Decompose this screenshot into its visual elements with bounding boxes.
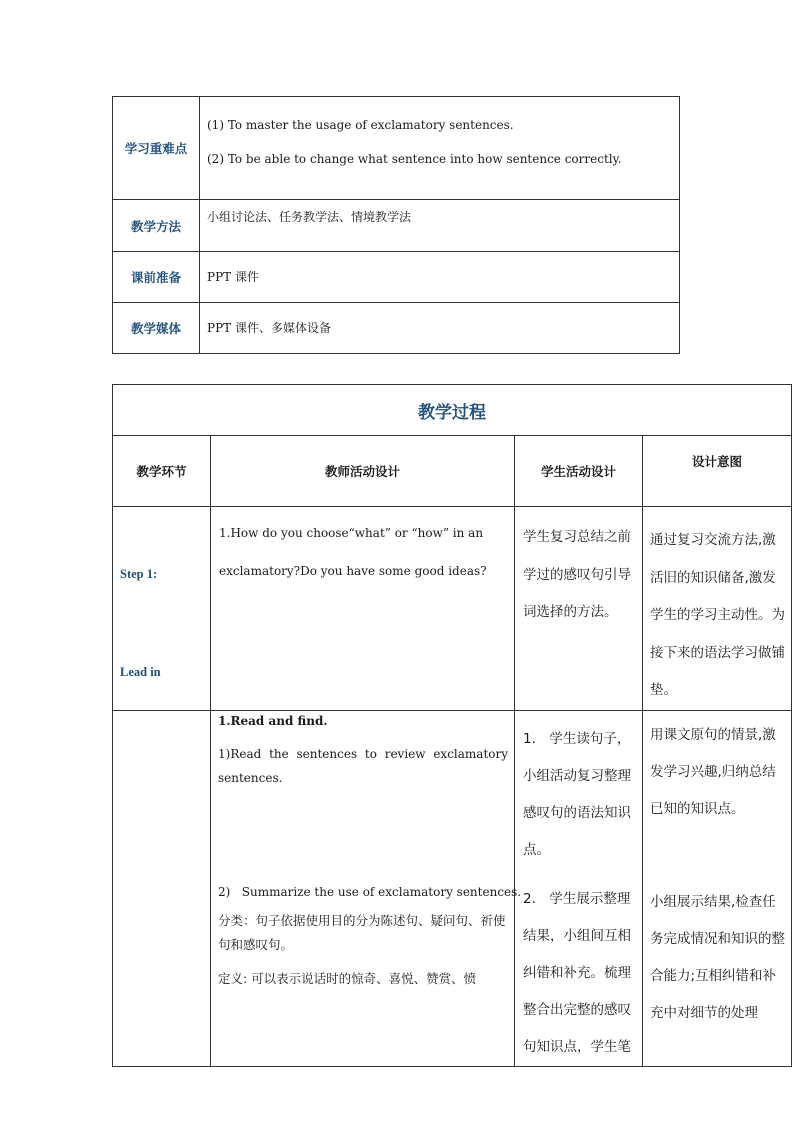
row-label: 学习重难点 [113,97,200,200]
row-label: 教学媒体 [113,303,200,354]
key-point-1: (1) To master the usage of exclamatory sentences. [207,118,514,132]
step2-student-activity [515,710,643,1066]
step1-row [113,507,792,711]
row-value: PPT 课件 [207,270,259,284]
info-row-media [113,303,680,354]
step1-design-intent: 通过复习交流方法,激活旧的知识储备,激发学生的学习主动性。为接下来的语法学习做铺垫。 [643,507,792,711]
step2-teacher-activity [211,710,522,1066]
step1-stage-cell [113,507,211,711]
info-row-method [113,200,680,252]
teacher-item-2: 2) Summarize the use of exclamatory sentences. [218,884,522,899]
info-row-preparation [113,252,680,303]
read-and-find-heading: 1.Read and find. [218,713,328,728]
step1-label: Step 1: [120,567,158,581]
student-activity-1: 1. 学生读句子，小组活动复习整理感叹句的语法知识点。 [523,730,631,858]
process-header-row [113,436,792,507]
row-value: 小组讨论法、任务教学法、情境教学法 [207,210,412,224]
teacher-item-1: 1)Read the sentences to review exclamatory sentences. [218,746,508,785]
step2-row [113,710,792,1066]
student-activity-2: 2. 学生展示整理结果，小组间互相纠错和补充。梳理整合出完整的感叹句知识点，学生笔 [523,890,631,1055]
course-info-table [112,96,680,354]
step2-design-intent [643,710,792,1066]
step2-stage-cell [113,710,211,1066]
teaching-process-table [112,384,792,1067]
process-title-row [113,385,792,436]
classification-text: 分类：句子依据使用目的分为陈述句、疑问句、祈使句和感叹句。 [218,912,506,952]
header-student: 学生活动设计 [515,436,643,507]
design-intent-1: 用课文原句的情景,激发学习兴趣,归纳总结已知的知识点。 [650,726,776,817]
step1-teacher-activity: 1.How do you choose“what” or “how” in an exclamatory?Do you have some good ideas? [211,507,515,711]
header-intent: 设计意图 [643,436,792,507]
header-stage: 教学环节 [113,436,211,507]
row-label: 教学方法 [113,200,200,252]
definition-text: 定义: 可以表示说话时的惊奇、喜悦、赞赏、愤 [218,970,477,986]
design-intent-2: 小组展示结果,检查任务完成情况和知识的整合能力;互相纠错和补充中对细节的处理 [650,893,785,1021]
header-teacher: 教师活动设计 [211,436,515,507]
row-label: 课前准备 [113,252,200,303]
info-row-key-points [113,97,680,200]
process-title: 教学过程 [113,385,792,436]
row-value: PPT 课件、多媒体设备 [207,321,331,335]
step1-student-activity: 学生复习总结之前学过的感叹句引导词选择的方法。 [515,507,643,711]
key-point-2: (2) To be able to change what sentence into how sentence correctly. [207,152,622,166]
lead-in-label: Lead in [120,665,161,679]
